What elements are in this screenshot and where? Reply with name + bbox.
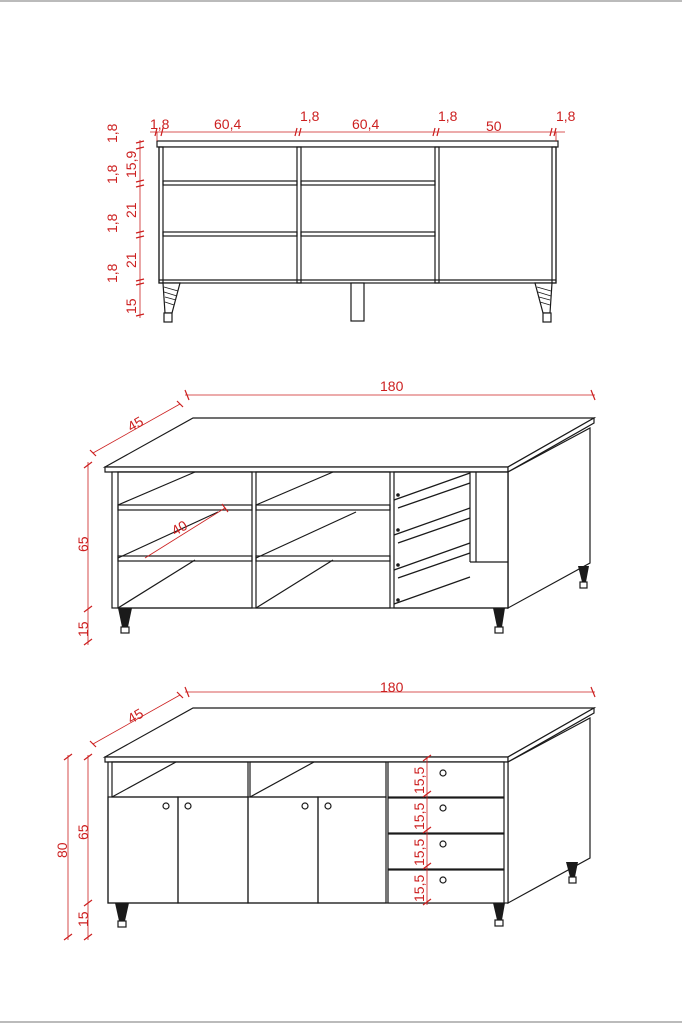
front-dim-left-8: 15 bbox=[123, 298, 139, 314]
front-dim-top-1: 1,8 bbox=[150, 116, 170, 132]
closed-dim-drawer-3: 15,5 bbox=[411, 838, 427, 866]
open-view bbox=[75, 378, 595, 645]
closed-dim-drawer-4: 15,5 bbox=[411, 874, 427, 902]
closed-dim-depth: 45 bbox=[124, 704, 146, 727]
front-view bbox=[104, 108, 576, 322]
front-dim-left-6: 1,8 bbox=[104, 263, 120, 283]
front-dim-top-5: 1,8 bbox=[438, 108, 458, 124]
closed-dim-drawer-2: 15,5 bbox=[411, 802, 427, 830]
front-dim-top-2: 60,4 bbox=[214, 116, 242, 132]
front-dim-left-4: 1,8 bbox=[104, 213, 120, 233]
open-dim-legs: 15 bbox=[75, 621, 91, 637]
open-dim-depth: 45 bbox=[124, 412, 146, 435]
front-dim-left-5: 21 bbox=[123, 202, 139, 218]
closed-dim-width: 180 bbox=[380, 679, 404, 695]
front-dim-top-6: 50 bbox=[486, 118, 502, 134]
front-dim-top-7: 1,8 bbox=[556, 108, 576, 124]
closed-dim-height: 65 bbox=[75, 824, 91, 840]
front-dim-left-7: 21 bbox=[123, 252, 139, 268]
open-dim-height: 65 bbox=[75, 536, 91, 552]
open-dim-width: 180 bbox=[380, 378, 404, 394]
closed-view bbox=[54, 679, 595, 940]
front-dim-top-3: 1,8 bbox=[300, 108, 320, 124]
front-dim-left-3: 15,9 bbox=[123, 150, 139, 178]
closed-dim-total-height: 80 bbox=[54, 842, 70, 858]
closed-dim-drawer-1: 15,5 bbox=[411, 766, 427, 794]
open-dim-shelf-depth: 40 bbox=[168, 516, 190, 539]
front-dim-top-4: 60,4 bbox=[352, 116, 380, 132]
closed-dim-legs: 15 bbox=[75, 911, 91, 927]
front-dim-left-2: 1,8 bbox=[104, 164, 120, 184]
front-dim-left-1: 1,8 bbox=[104, 123, 120, 143]
